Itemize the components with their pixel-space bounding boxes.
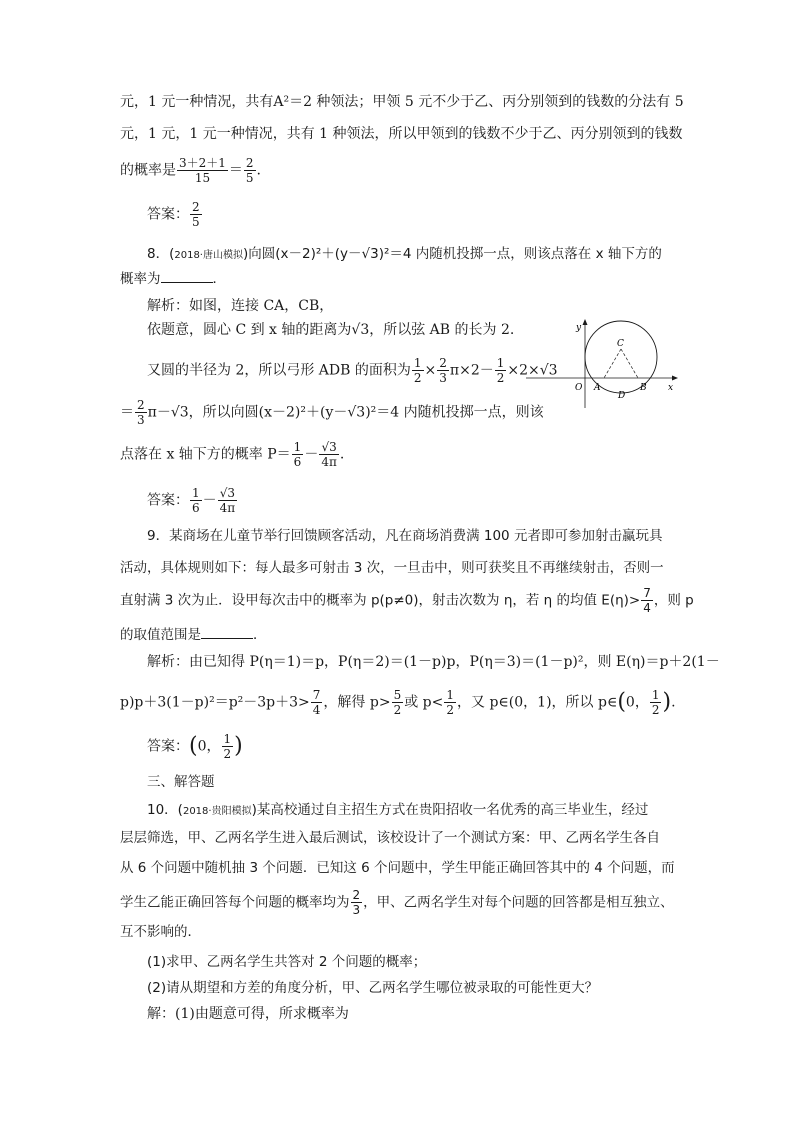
fraction: $\frac{2}{5}$ <box>192 200 200 229</box>
fraction: $\frac{2}{5}$ <box>245 156 254 185</box>
solution-8-line-4: ＝ $\frac{2}{3}$ π－√3，所以向圆(x－2)²＋(y－√3)²＝4 内随机投掷一点，则该 <box>120 398 544 427</box>
question-9-line-3: 直射满 3 次为止．设甲每次击中的概率为 p(p≠0)，射击次数为 η，若 η 的均值 E(η)> $\frac{7}{4}$ ，则 p <box>120 586 694 615</box>
axis-y-label: y <box>576 323 582 333</box>
circle-figure <box>522 316 680 410</box>
question-10-part-1: (1)求甲、乙两名学生共答对 2 个问题的概率； <box>147 954 427 970</box>
solution-8-line-3: 又圆的半径为 2，所以弓形 ADB 的面积为 $\frac{1}{2}$ × $\frac{2}{3}$ π×2－ $\frac{1}{2}$ ×2×√3 <box>147 356 558 385</box>
question-10-line-2: 层层筛选，甲、乙两名学生进入最后测试，该校设计了一个测试方案：甲、乙两名学生各自 <box>120 830 660 846</box>
answer-7 <box>147 200 707 229</box>
solution-8-line-5: 点落在 x 轴下方的概率 P＝ $\frac{1}{6}$ － $\frac{√3}{4\pi}$ . <box>120 440 345 469</box>
question-8: 8．(2018·唐山模拟)向圆(x－2)²＋(y－√3)²＝4 内随机投掷一点，则该点落在 x 轴下方的 <box>147 246 662 262</box>
point-c-label: C <box>617 339 624 349</box>
answer-blank <box>161 268 213 283</box>
answer-8: 答案： $\frac{1}{6}$ － $\frac{√3}{4\pi}$ <box>147 486 236 515</box>
answer-blank <box>201 624 253 639</box>
axis-x-label: x <box>668 383 674 393</box>
text-line-2: 元，1 元，1 元一种情况，共有 1 种领法，所以甲领到的钱数不少于乙、丙分别领到的钱数 <box>120 126 683 142</box>
answer-9: 答案：(0， $\frac{1}{2}$ ) <box>147 732 243 761</box>
question-9-line-4: 的取值范围是 ． <box>120 624 680 645</box>
solution-9-line-2: p)p＋3(1－p)²＝p²－3p＋3> $\frac{7}{4}$ ，解得 p> $\frac{5}{2}$ 或 p< $\frac{1}{2}$ ，又 p∈(0，1)，所以 p∈(0， $\frac{1}{2}$ ). <box>120 688 676 717</box>
solution-10-line-1: 解：(1)由题意可得，所求概率为 <box>147 1006 349 1022</box>
point-d-label: D <box>618 391 626 401</box>
question-9-line-2: 活动，具体规则如下：每人最多可射击 3 次，一旦击中，则可获奖且不再继续射击，否则一 <box>120 560 664 576</box>
question-10-line-5: 互不影响的． <box>120 924 201 940</box>
question-9-line-1: 9．某商场在儿童节举行回馈顾客活动，凡在商场消费满 100 元者即可参加射击赢玩具 <box>147 528 663 544</box>
point-b-label: B <box>640 383 647 393</box>
prob-prefix: 的概率是 <box>120 162 176 179</box>
question-10-part-2: (2)请从期望和方差的角度分析，甲、乙两名学生哪位被录取的可能性更大？ <box>147 980 599 996</box>
text-line-3: 的概率是 $\frac{3+2+1}{15}$ ＝ $\frac{2}{5}$ . <box>120 156 261 185</box>
origin-label: O <box>575 383 583 393</box>
answer-label: 答案： <box>147 206 189 223</box>
section-heading: 三、解答题 <box>147 774 215 790</box>
point-a-label: A <box>594 383 601 393</box>
fraction: $\frac{3+2+1}{15}$ <box>179 156 226 185</box>
solution-8-line-1: 解析：如图，连接 CA，CB， <box>147 298 334 314</box>
question-10-line-1: 10．(2018·贵阳模拟)某高校通过自主招生方式在贵阳招收一名优秀的高三毕业生，经过 <box>147 802 649 818</box>
question-10-line-4: 学生乙能正确回答每个问题的概率均为 $\frac{2}{3}$ ，甲、乙两名学生对每个问题的回答都是相互独立、 <box>120 888 674 917</box>
equals-sign: ＝ <box>228 162 243 179</box>
text-line-1: 元，1 元一种情况，共有A²＝2 种领法；甲领 5 元不少于乙、丙分别领到的钱数的分法有 5 <box>120 94 684 110</box>
solution-9-line-1: 解析：由已知得 P(η＝1)＝p，P(η＝2)＝(1－p)p，P(η＝3)＝(1－p)²，则 E(η)＝p＋2(1－ <box>147 654 720 670</box>
question-10-line-3: 从 6 个问题中随机抽 3 个问题．已知这 6 个问题中，学生甲能正确回答其中的 4 个问题，而 <box>120 860 675 876</box>
solution-8-line-2: 依题意，圆心 C 到 x 轴的距离为√3，所以弦 AB 的长为 2. <box>147 322 515 338</box>
question-8-line-2: 概率为 ． <box>120 268 680 289</box>
